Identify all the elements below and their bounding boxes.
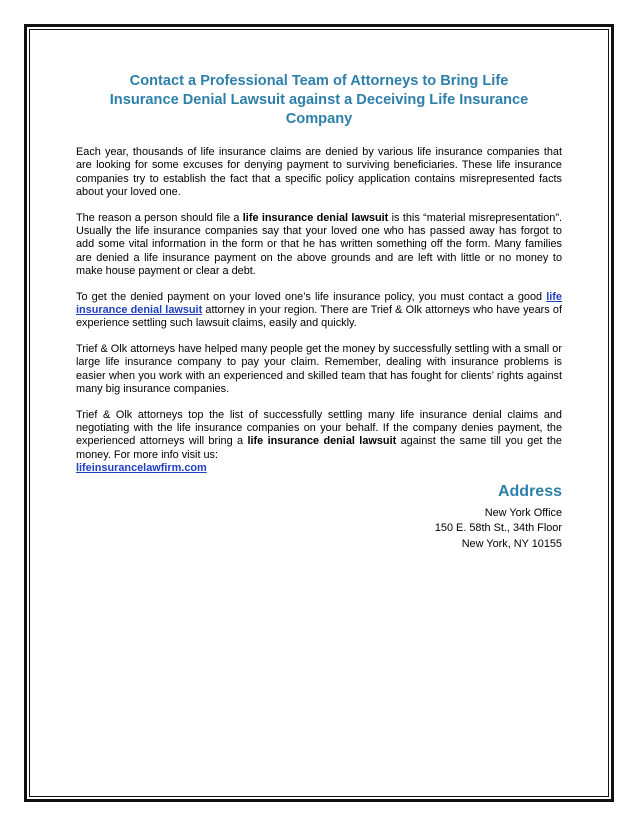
keyword-bold: life insurance denial lawsuit	[247, 435, 397, 448]
paragraph-help: Trief & Olk attorneys have helped many people get the money by successfully settling with a small or large life insurance company to pay your claim. Remember, dealing with insurance problems is easier when you work with an experienced and skilled team that has fought for clients’ rights against many big insurance companies.	[76, 342, 562, 396]
title-line: Contact a Professional Team of Attorneys to Bring Life	[129, 73, 509, 89]
document-body	[76, 72, 562, 552]
paragraph-intro: Each year, thousands of life insurance claims are denied by various life insurance companies that are looking for some excuses for denying payment to surviving beneficiaries. These life insurance companies try to establish the fact that a specific policy application contains misrepresented facts about your loved one.	[76, 146, 562, 199]
lawsuit-link[interactable]: life insurance denial lawsuit	[76, 290, 562, 317]
paragraph-text: attorney in your region. There are Trief & Olk attorneys who have years of experience settling such lawsuit claims, easily and quickly.	[76, 304, 562, 330]
address-heading: Address	[497, 482, 562, 500]
address-office: New York Office	[484, 506, 562, 519]
address-block	[76, 482, 562, 553]
paragraph-text: The reason a person should file a	[76, 211, 243, 224]
address-city: New York, NY 10155	[461, 537, 562, 550]
keyword-bold: life insurance denial lawsuit	[242, 211, 389, 224]
paragraph-reason	[76, 212, 562, 279]
paragraph-contact	[76, 291, 562, 331]
paragraph-text: is this “material misrepresentation”. Usually the life insurance companies say that your loved one who has passed away has forgot to add some vital information in the form or that he has written something off the form. Many families are denied a life insurance payment on the above grounds and are left with little or no money to make house payment or clear a debt.	[76, 211, 562, 278]
paragraph-text: To get the denied payment on your loved one’s life insurance policy, you must contact a good	[76, 290, 547, 303]
title-line: Insurance Denial Lawsuit against a Deceiving Life Insurance	[109, 92, 529, 108]
title-line: Company	[285, 111, 353, 127]
paragraph-text: Trief & Olk attorneys top the list of successfully settling many life insurance denial claims and negotiating with the life insurance companies on your behalf. If the company denies payment, the experienced attorneys will bring a	[76, 408, 562, 448]
paragraph-settle	[76, 409, 562, 476]
paragraph-text: against the same till you get the money. For more info visit us:	[76, 435, 562, 461]
website-link[interactable]: lifeinsurancelawfirm.com	[76, 462, 207, 475]
address-street: 150 E. 58th St., 34th Floor	[434, 522, 562, 535]
document-title	[76, 72, 562, 129]
